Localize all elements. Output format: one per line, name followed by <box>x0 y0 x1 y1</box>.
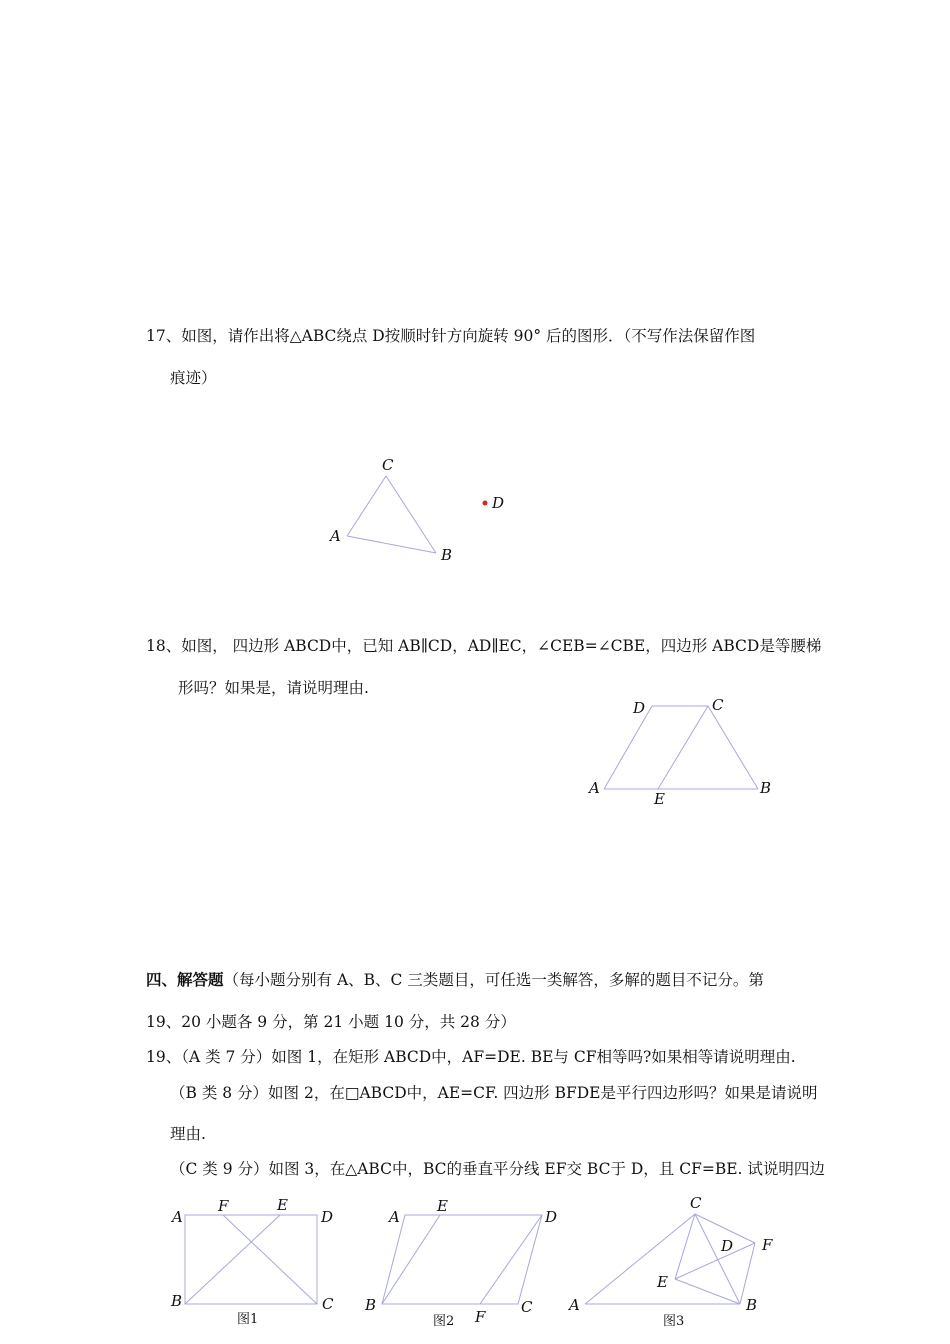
fig3-segment-fb <box>740 1243 755 1304</box>
q18-side-cb <box>708 706 758 789</box>
q17-point-d-marker <box>483 501 488 506</box>
q18-label-c: C <box>712 696 724 714</box>
q18-text-line1: 18、如图， 四边形 ABCD中，已知 AB∥CD，AD∥EC，∠CEB=∠CBE，四边形 ABCD是等腰梯 <box>146 637 822 655</box>
q17-side-cb <box>386 476 436 553</box>
fig3-side-cb <box>695 1214 740 1304</box>
fig2-label-f: F <box>475 1308 486 1326</box>
section4-instructions: （每小题分别有 A、B、C 三类题目，可任选一类解答，多解的题目不记分。第 <box>223 971 764 989</box>
fig1-label-e: E <box>277 1196 288 1214</box>
q17-side-ab <box>347 536 436 553</box>
fig1-label-b: B <box>171 1292 183 1310</box>
q17-label-c: C <box>382 456 394 474</box>
fig3-triangle-figure <box>567 1194 773 1329</box>
section4-line2: 19、20 小题各 9 分，第 21 小题 10 分，共 28 分） <box>146 1013 516 1031</box>
fig2-segment-df <box>480 1215 542 1304</box>
fig2-label-e: E <box>437 1197 448 1215</box>
q17-label-a: A <box>330 527 341 545</box>
fig1-label-f: F <box>218 1197 229 1215</box>
q19-type-c: （C 类 9 分）如图 3，在△ABC中，BC的垂直平分线 EF交 BC于 D，且 CF=BE. 试说明四边 <box>170 1160 825 1178</box>
fig1-label-d: D <box>321 1208 334 1226</box>
q17-label-b: B <box>441 546 453 564</box>
fig2-segment-eb <box>382 1215 440 1304</box>
fig1-caption: 图1 <box>237 1312 259 1327</box>
q18-segment-ce <box>658 706 708 789</box>
fig3-segment-fe <box>675 1243 755 1279</box>
q18-label-e: E <box>654 790 665 808</box>
fig2-label-b: B <box>365 1296 377 1314</box>
q18-label-d: D <box>633 699 646 717</box>
fig2-label-d: D <box>545 1208 558 1226</box>
q17-side-ca <box>347 476 386 536</box>
fig1-segment-eb <box>185 1215 280 1304</box>
q17-triangle-figure <box>328 456 504 564</box>
section4-heading: 四、解答题 <box>146 970 224 989</box>
fig2-parallelogram-abcd <box>382 1215 542 1304</box>
q17-text-line1: 17、如图，请作出将△ABC绕点 D按顺时针方向旋转 90° 后的图形．（不写作法保留作图 <box>146 327 756 345</box>
fig3-label-d: D <box>721 1237 734 1255</box>
fig3-label-f: F <box>762 1236 773 1254</box>
fig3-label-b: B <box>746 1296 758 1314</box>
fig3-caption: 图3 <box>663 1314 685 1329</box>
q18-label-a: A <box>589 779 600 797</box>
fig3-side-ac <box>585 1214 695 1304</box>
fig3-label-e: E <box>657 1273 668 1291</box>
fig1-rect-abcd <box>185 1215 317 1304</box>
q19-type-b-line1: （B 类 8 分）如图 2，在□ABCD中，AE=CF. 四边形 BFDE是平行四边形吗？如果是请说明 <box>170 1084 818 1102</box>
fig1-label-c: C <box>322 1295 334 1313</box>
fig2-parallelogram-figure <box>364 1197 557 1329</box>
fig2-caption: 图2 <box>433 1314 455 1329</box>
q18-label-b: B <box>760 779 772 797</box>
q17-label-d: D <box>492 494 505 512</box>
fig1-segment-fc <box>223 1215 317 1304</box>
q19-type-a: 19、（A 类 7 分）如图 1，在矩形 ABCD中，AF=DE. BE与 CF相等吗?如果相等请说明理由. <box>146 1048 796 1066</box>
q17-text-line2: 痕迹） <box>170 369 217 387</box>
q18-trapezoid-figure <box>587 696 771 808</box>
q18-text-line2: 形吗？如果是，请说明理由. <box>178 679 369 697</box>
fig1-rectangle-figure <box>170 1196 334 1327</box>
fig2-label-c: C <box>521 1298 533 1316</box>
q18-side-da <box>604 706 652 789</box>
fig3-segment-ce <box>675 1214 695 1279</box>
fig1-label-a: A <box>172 1208 183 1226</box>
fig3-segment-eb <box>675 1279 740 1304</box>
fig3-label-a: A <box>569 1296 580 1314</box>
q19-type-b-line2: 理由. <box>170 1125 206 1143</box>
fig3-label-c: C <box>690 1194 702 1212</box>
fig2-label-a: A <box>389 1208 400 1226</box>
